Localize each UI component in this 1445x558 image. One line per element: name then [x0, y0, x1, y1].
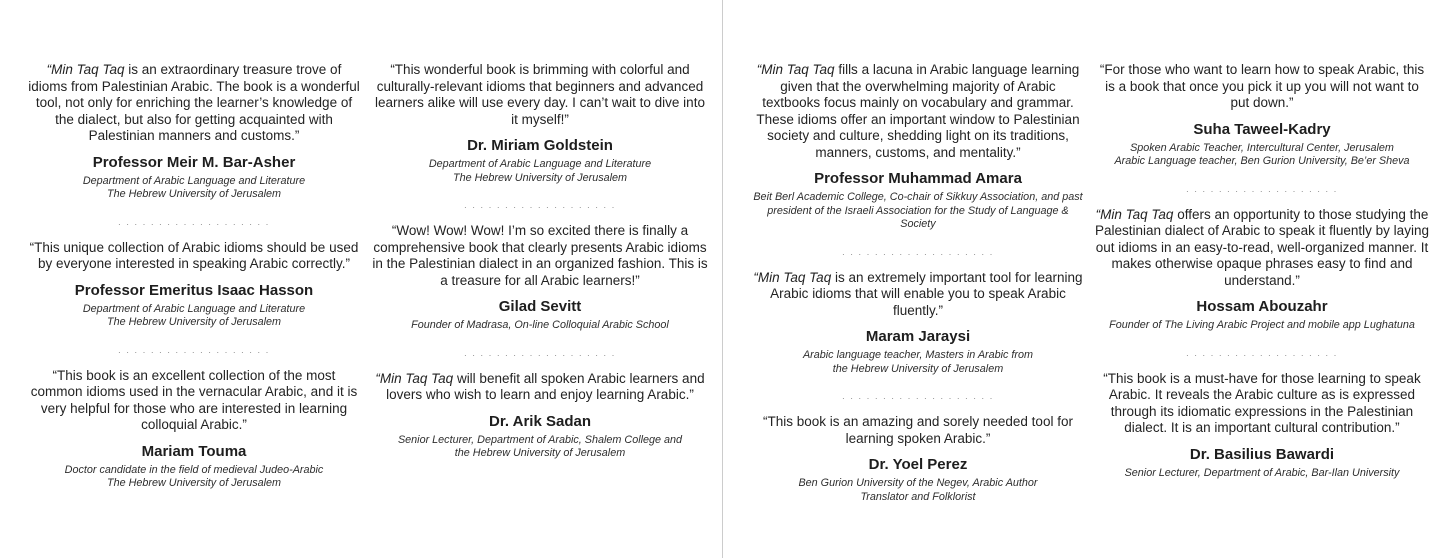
quote-text [372, 223, 708, 289]
testimonial [1094, 207, 1430, 333]
quote-body: “This book is a must-have for those learning to speak Arabic. It reveals the Arabic culture as is expressed through its idiomatic expressions in the Palestinian dialect. It is an important cultural contribution.” [1103, 370, 1421, 435]
affiliation-line: The Hebrew University of Jerusalem [106, 316, 281, 328]
quote-text [1094, 371, 1430, 437]
testimonial-column-1 [26, 62, 362, 491]
testimonial [750, 414, 1086, 504]
separator-dots: . . . . . . . . . . . . . . . . . . . [842, 246, 994, 257]
reviewer-affiliation [750, 191, 1086, 232]
testimonial [26, 368, 362, 491]
affiliation-line: Spoken Arabic Teacher, Intercultural Center, Jerusalem [1130, 141, 1394, 154]
reviewer-affiliation [1094, 467, 1430, 481]
reviewer-affiliation [750, 477, 1086, 504]
reviewer-name: Gilad Sevitt [498, 298, 582, 315]
reviewer-affiliation [372, 158, 708, 185]
separator-dots: . . . . . . . . . . . . . . . . . . . [1186, 347, 1338, 358]
affiliation-line: Doctor candidate in the field of medieval Judeo-Arabic [64, 463, 324, 476]
affiliation-line: Translator and Folklorist [860, 490, 976, 503]
quote-text [1094, 207, 1430, 290]
affiliation-line: Arabic Language teacher, Ben Gurion University, Be’er Sheva [1114, 155, 1410, 167]
quote-body: “This book is an amazing and sorely needed tool for learning spoken Arabic.” [763, 414, 1073, 446]
reviewer-affiliation [26, 175, 362, 202]
affiliation-line: Department of Arabic Language and Literature [428, 158, 652, 170]
page-divider [722, 0, 723, 558]
quote-body: is an extremely important tool for learning Arabic idioms that will enable you to speak Arabic fluently.” [770, 269, 1083, 318]
reviewer-affiliation [26, 303, 362, 330]
quote-body: “This unique collection of Arabic idioms should be used by everyone interested in speaking Arabic correctly.” [29, 239, 359, 271]
testimonial [372, 62, 708, 185]
affiliation-line: the Hebrew University of Jerusalem [454, 447, 626, 459]
affiliation-line: Senior Lecturer, Department of Arabic, Bar-Ilan University [1124, 466, 1400, 479]
affiliation-line: Founder of Madrasa, On-line Colloquial Arabic School [411, 319, 669, 331]
affiliation-line: The Hebrew University of Jerusalem [106, 477, 281, 489]
testimonial [26, 240, 362, 330]
affiliation-line: Arabic language teacher, Masters in Arabic from [802, 349, 1034, 361]
quote-body: is an extraordinary treasure trove of idioms from Palestinian Arabic. The book is a wonderful tool, not only for enriching the learner’s knowledge of the dialect, but also for getting acquainted with Palestinian manners and customs.” [28, 62, 360, 143]
separator-dots: . . . . . . . . . . . . . . . . . . . [118, 344, 270, 355]
affiliation-line: The Hebrew University of Jerusalem [106, 188, 281, 200]
reviewer-affiliation [1094, 319, 1430, 333]
affiliation-line: Department of Arabic Language and Literature [82, 302, 306, 315]
testimonial [26, 62, 362, 202]
reviewer-affiliation [372, 434, 708, 461]
quote-text [1094, 62, 1430, 112]
reviewer-name: Professor Meir M. Bar-Asher [92, 153, 296, 171]
testimonial [1094, 371, 1430, 481]
quote-text [26, 368, 362, 434]
separator-dots: . . . . . . . . . . . . . . . . . . . [118, 216, 270, 227]
reviewer-name: Maram Jaraysi [865, 328, 971, 345]
quote-text [26, 62, 362, 145]
testimonial [372, 371, 708, 461]
separator-dots: . . . . . . . . . . . . . . . . . . . [464, 200, 616, 210]
affiliation-line: the Hebrew University of Jerusalem [832, 362, 1004, 375]
reviewer-name: Mariam Touma [141, 442, 247, 460]
quote-text [26, 240, 362, 273]
quote-text [750, 62, 1086, 161]
book-title-italic: “Min Taq Taq [756, 62, 835, 77]
book-title-italic: “Min Taq Taq [753, 269, 832, 285]
reviewer-name: Dr. Basilius Bawardi [1189, 445, 1335, 463]
quote-text [750, 270, 1086, 320]
reviewer-name: Professor Emeritus Isaac Hasson [74, 281, 314, 299]
testimonial-column-4 [1094, 62, 1430, 480]
affiliation-line: Ben Gurion University of the Negev, Arabic Author [798, 477, 1038, 489]
affiliation-line: Founder of The Living Arabic Project and mobile app Lughatuna [1109, 319, 1415, 331]
separator-dots: . . . . . . . . . . . . . . . . . . . [842, 391, 994, 401]
reviewer-affiliation [26, 464, 362, 491]
quote-text [372, 62, 708, 128]
reviewer-affiliation [750, 349, 1086, 376]
reviewer-affiliation [372, 319, 708, 333]
testimonial-column-3 [750, 62, 1086, 504]
testimonial [750, 62, 1086, 232]
reviewer-affiliation [1094, 142, 1430, 169]
affiliation-line: Senior Lecturer, Department of Arabic, Shalem College and [397, 433, 683, 446]
quote-text [372, 371, 708, 404]
testimonial [1094, 62, 1430, 169]
quote-body: will benefit all spoken Arabic learners and lovers who wish to learn and enjoy learning Arabic.” [386, 370, 705, 402]
reviewer-name: Dr. Arik Sadan [489, 412, 591, 430]
quote-body: offers an opportunity to those studying the Palestinian dialect of Arabic to speak it fluently by laying out idioms in an easy-to-read, well-organized manner. It makes otherwise opaque phrases easy to find and understand.” [1095, 206, 1429, 288]
book-title-italic: “Min Taq Taq [375, 370, 454, 386]
testimonial [372, 223, 708, 333]
affiliation-line: The Hebrew University of Jerusalem [452, 171, 627, 184]
quote-body: “For those who want to learn how to speak Arabic, this is a book that once you pick it up you will not want to put down.” [1099, 62, 1425, 110]
reviewer-name: Dr. Miriam Goldstein [467, 137, 613, 154]
reviewer-name: Dr. Yoel Perez [868, 456, 968, 473]
separator-dots: . . . . . . . . . . . . . . . . . . . [1186, 183, 1338, 194]
quote-text [750, 414, 1086, 447]
affiliation-line: president of the Israeli Association for the Study of Language & Society [767, 204, 1069, 230]
testimonial-column-2 [372, 62, 708, 461]
reviewer-name: Suha Taweel-Kadry [1193, 120, 1331, 138]
reviewer-name: Professor Muhammad Amara [814, 170, 1022, 187]
reviewer-name: Hossam Abouzahr [1196, 298, 1328, 315]
quote-body: “This wonderful book is brimming with colorful and culturally-relevant idioms that beginners and advanced learners alike will use every day. I can’t wait to dive into it myself!” [375, 62, 705, 127]
affiliation-line: Department of Arabic Language and Literature [82, 174, 306, 187]
quote-body: “This book is an excellent collection of the most common idioms used in the vernacular Arabic, and it is very helpful for those who are interested in learning colloquial Arabic.” [30, 367, 358, 432]
affiliation-line: Beit Berl Academic College, Co-chair of Sikkuy Association, and past [753, 191, 1083, 203]
book-title-italic: “Min Taq Taq [1095, 206, 1174, 222]
quote-body: “Wow! Wow! Wow! I’m so excited there is finally a comprehensive book that clearly presents Arabic idioms in the Palestinian dialect in an organized fashion. This is a treasure for all Arabic learners!” [372, 223, 708, 288]
book-title-italic: “Min Taq Taq [46, 62, 125, 77]
quote-body: fills a lacuna in Arabic language learning given that the overwhelming majority of Arabic textbooks focus mainly on vocabulary and grammar. These idioms offer an important window to Palestinian society and culture, shedding light on its traditions, manners, customs, and mentality.” [756, 62, 1080, 160]
separator-dots: . . . . . . . . . . . . . . . . . . . [464, 347, 616, 358]
testimonial [750, 270, 1086, 377]
